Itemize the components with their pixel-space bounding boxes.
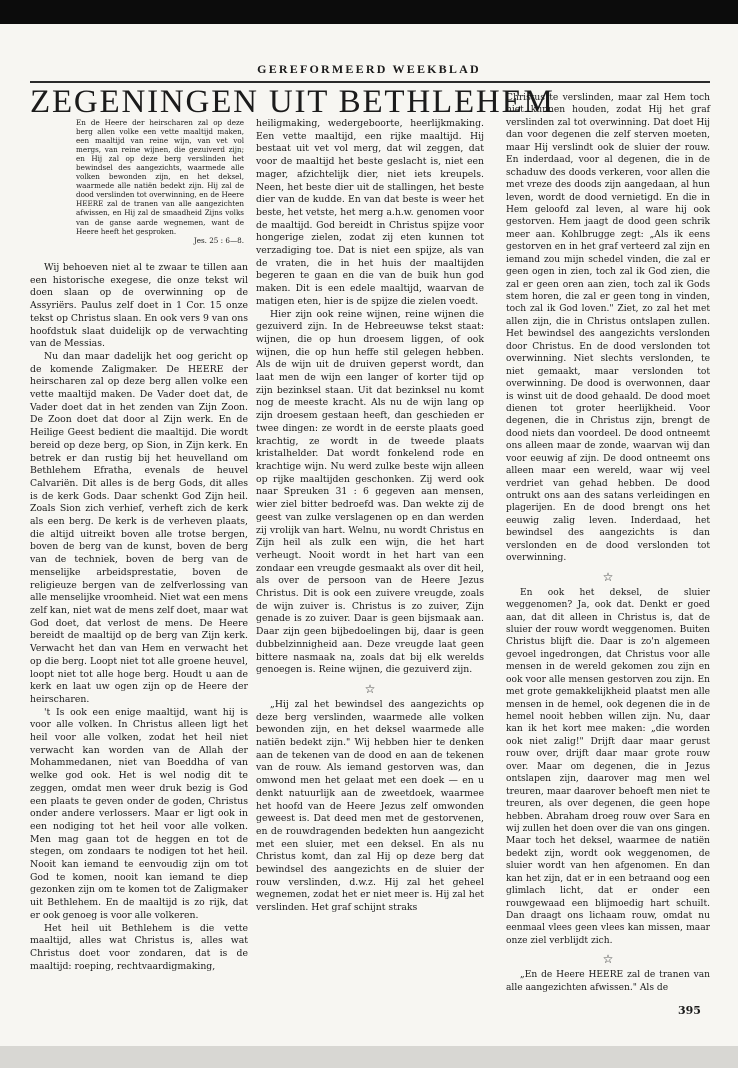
paragraph: 't Is ook een enige maaltijd, want hij is voor alle volken. In Christus alleen ligt het heil voor alle volken, zodat het heil niet verwacht kan worden van de Allah der Mohammedanen, niet van Boeddha of van welke god ook. Het is wel nodig dit te zeggen, omdat men weer druk bezig is God een plaats te geven onder de goden, Christus onder andere verlossers. Maar er ligt ook in een nodiging tot het heil voor alle volken. Men mag gaan tot de heggen en tot de stegen, om zondaars te nodigen tot het heil. Nooit kan iemand te eenvoudig zijn om tot God te komen, nooit kan iemand te diep gezonken zijn om te komen tot de Zaligmaker uit Bethlehem. En de maaltijd is zo rijk, dat er ook genoeg is voor alle volkeren. — [30, 706, 248, 921]
paragraph: Christus te verslinden, maar zal Hem toch niet kunnen houden, zodat Hij het graf verslinden zal tot overwinning. Dat doet Hij dan voor degenen die zelf sterven moeten, maar Hij verslindt ook de sluier der rouw. En inderdaad, voor al degenen, die in de schaduw des doods verkeren, voor allen die met vreze des doods zijn aangedaan, al hun leven, wordt de dood vernietigd. En die in Hem geloofd zal leven, al ware hij ook gestorven. Hem jaagt de dood geen schrik meer aan. Kohlbrugge zegt: „Als ik eens gestorven en in het graf verteerd zal zijn en iemand zou mijn schedel vinden, die zal er geen ogen in zien, toch zal ik God zien, die zal er geen oren aan zien, toch zal ik Gods stem horen, die zal er geen tong in vinden, toch zal ik God loven." Ziet, zo zal het met allen zijn, die in Christus ontslapen zullen. Het bewindsel des aangezichts verslonden door Christus. En de dood verslonden tot overwinning. Niet slechts verslonden, te niet gemaakt, maar verslonden tot overwinning. De dood is overwonnen, daar is winst uit de dood gehaald. De dood moet dienen tot groter heerlijkheid. Voor degenen, die in Christus zijn, brengt de dood niets dan voordeel. De dood ontneemt ons alleen maar de zonde, waarvan wij dan voor eeuwig af zijn. De dood ontneemt ons alleen maar een wereld, waar wij veel verdriet van gehad hebben. De dood ontrukt ons aan des satans verleidingen en plagerijen. En de dood brengt ons het eeuwig zalig leven. Inderdaad, het bewindsel des aangezichts is dan verslonden en de dood verslonden tot overwinning. — [506, 93, 710, 564]
epigraph-text: En de Heere der heirscharen zal op deze berg allen volke een vette maaltijd maken, een maaltijd van reine wijn, van vet vol mergs, van reine wijnen, die gezuiverd zijn; en Hij zal op deze berg verslinden het bewindsel des aangezichts, waarmede alle volken bewonden zijn, en het deksel, waarmede alle natiën bedekt zijn. Hij zal de dood verslinden tot overwinning, en de Heere HEERE zal de tranen van alle aangezichten afwissen, en Hij zal de smaadheid Zijns volks van de ganse aarde wegnemen, want de Heere heeft het gesproken. — [76, 118, 244, 236]
article-title: ZEGENINGEN UIT BETHLEHEM — [30, 84, 555, 120]
column-2 — [256, 118, 484, 915]
paragraph: En ook het deksel, de sluier weggenomen? Ja, ook dat. Denkt er goed aan, dat dit alleen in Christus is, dat de sluier der rouw wordt weggenomen. Buiten Christus blijft die. Daar is zo'n algemeen gevoel ingedrongen, dat Christus voor alle mensen in de wereld gekomen zou zijn en ook voor alle mensen gestorven zou zijn. En met grote gemakkelijkheid plaatst men alle mensen in de hemel, ook degenen die in de hemel nooit hebben willen zijn. Nu, daar kan ik het kort mee maken: „die worden ook niet zalig!" Drijft daar maar gerust rouw over, drijft daar maar grote rouw over. Maar om degenen, die in Jezus ontslapen zijn, daarover mag men wel treuren, maar daarover behoeft men niet te treuren, als over degenen, die geen hope hebben. Abraham droeg rouw over Sara en wij zullen het doen over die van ons gingen. Maar toch het deksel, waarmee de natiën bedekt zijn, wordt ook weggenomen, de sluier wordt van hen afgenomen. En dan kan het zijn, dat er in een betraand oog een glimlach licht, dat er onder een rouwgewaad een blijmoedig hart schuilt. Dan draagt ons lichaam rouw, omdat nu eenmaal vlees geen vlees kan missen, maar onze ziel verblijdt zich. — [506, 587, 710, 946]
star-separator: ☆ — [602, 952, 614, 967]
page-number: 395 — [678, 1004, 701, 1017]
epigraph-reference: Jes. 25 : 6—8. — [193, 235, 244, 245]
bottom-scan-border — [0, 1046, 738, 1068]
top-scan-border — [0, 0, 738, 24]
paragraph: heiligmaking, wedergeboorte, heerlijkmaking. Een vette maaltijd, een rijke maaltijd. Hij bestaat uit vet vol merg, dat wil zeggen, dat voor de maaltijd het beste geslacht is, niet een mager, afzichtelijk dier, niet iets kreupels. Neen, het beste dier uit de stallingen, het beste dier van de kudde. En van dat beste is weer het beste, het vetste, het merg a.h.w. genomen voor de maaltijd. God bereidt in Christus spijze voor hongerige zielen, zodat zij eten kunnen tot verzadiging toe. Dat is niet een spijze, als van de vraten, die in het huis der maaltijden begeren te gaan en die van de buik hun god maken. Dit is een edele maaltijd, waarvan de matigen eten, hier is de spijze die zielen voedt. — [256, 118, 484, 307]
column-3 — [506, 92, 710, 994]
paragraph: Wij behoeven niet al te zwaar te tillen aan een historische exegese, die onze tekst wil doen slaan op de overwinning op de Assyriërs. Paulus zelf doet in 1 Cor. 15 onze tekst op Christus slaan. En ook vers 9 van ons hoofdstuk slaat duidelijk op de verwachting van de Messias. — [30, 262, 248, 350]
paragraph: Nu dan maar dadelijk het oog gericht op de komende Zaligmaker. De HEERE der heirscharen zal op deze berg allen volke een vette maaltijd maken. De Vader doet dat, de Vader doet dat in het zenden van Zijn Zoon. De Zoon doet dat door al Zijn werk. En de Heilige Geest bedient die maaltijd. Die wordt bereid op deze berg, op Sion, in Zijn kerk. En betrek er dan rustig bij het heuvelland om Bethlehem Efratha, evenals de heuvel Calvariën. Dit alles is de berg Gods, dit alles is de kerk Gods. Daar schenkt God Zijn heil. Zoals Sion zich verhief, verheft zich de kerk als een berg. De kerk is de verheven plaats, die altijd uitreikt boven alle trotse bergen, boven de berg van de kunst, boven de berg van de techniek, boven de berg van de menselijke arbeidsprestatie, boven de religieuze bergen van de zelfverlossing van alle menselijke vroomheid. Niet wat een mens zelf kan, niet wat de mens zelf doet, maar wat God doet, dat verlost de mens. De Heere bereidt de maaltijd op de berg van Zijn kerk. Verwacht het dan van Hem en verwacht het op die berg. Loopt niet tot alle groene heuvel, loopt niet tot alle hoge berg. Houdt u aan de kerk en laat uw ogen zijn op de Heere der heirscharen. — [30, 350, 248, 705]
star-separator: ☆ — [364, 681, 376, 696]
column-1 — [30, 262, 248, 973]
masthead-rule — [30, 81, 710, 83]
paragraph: Het heil uit Bethlehem is die vette maaltijd, alles wat Christus is, alles wat Christus doet voor zondaren, dat is de maaltijd: roeping, rechtvaardigmaking, — [30, 922, 248, 972]
paragraph: Hier zijn ook reine wijnen, reine wijnen die gezuiverd zijn. In de Hebreeuwse tekst staat: wijnen, die op hun droesem liggen, of ook wijnen, die op hun heffe stil gelegen hebben. Als de wijn uit de druiven geperst wordt, dan laat men de wijn een langer of korter tijd op zijn bezinksel staan. Uit dat bezinksel nu komt nog de meeste kracht. Als nu de wijn lang op zijn droesem gestaan heeft, dan geschieden er twee dingen: ze wordt in de eerste plaats goed krachtig, ze wordt in de tweede plaats kristalhelder. Dat wordt fonkelend rode en krachtige wijn. Nu werd zulke beste wijn alleen op rijke maaltijden geschonken. Zij werd ook naar Spreuken 31 : 6 gegeven aan mensen, wier ziel bitter bedroefd was. Dan wekte zij de geest van zulke verslagenen op en dan werden zij vrolijk van hart. Welnu, nu wordt Christus en Zijn heil als zulk een wijn, die het hart verheugt. Nooit wordt in het hart van een zondaar een vreugde gesmaakt als over dit heil, als over de persoon van de Heere Jezus Christus. Dit is ook een zuivere vreugde, zoals de wijn zuiver is. Christus is zo zuiver, Zijn genade is zo zuiver. Daar is geen bijsmaak aan. Daar zijn geen bijbedoelingen bij, daar is geen dubbelzinnigheid aan. Deze vreugde laat geen bittere nasmaak na, zoals dat bij elk werelds genoegen is. Reine wijnen, die gezuiverd zijn. — [256, 308, 484, 676]
paragraph: „En de Heere HEERE zal de tranen van alle aangezichten afwissen." Als de — [506, 970, 710, 993]
masthead: GEREFORMEERD WEEKBLAD — [257, 62, 481, 76]
star-separator: ☆ — [602, 569, 614, 584]
epigraph — [76, 118, 244, 245]
paragraph: „Hij zal het bewindsel des aangezichts op deze berg verslinden, waarmede alle volken bewonden zijn, en het deksel waarmede alle natiën bedekt zijn." Wij hebben hier te denken aan de tekenen van de dood en aan de tekenen van de rouw. Als iemand gestorven was, dan omwond men het gelaat met een doek — en u denkt natuurlijk aan de zweetdoek, waarmee het hoofd van de Heere Jezus zelf omwonden geweest is. Dat deed men met de gestorvenen, en de rouwdragenden bedekten hun aangezicht met een sluier, met een deksel. En als nu Christus komt, dan zal Hij op deze berg dat bewindsel des aangezichts en de sluier der rouw verslinden, d.w.z. Hij zal het geheel wegnemen, zodat het er niet meer is. Hij zal het verslinden. Het graf schijnt straks — [256, 698, 484, 914]
